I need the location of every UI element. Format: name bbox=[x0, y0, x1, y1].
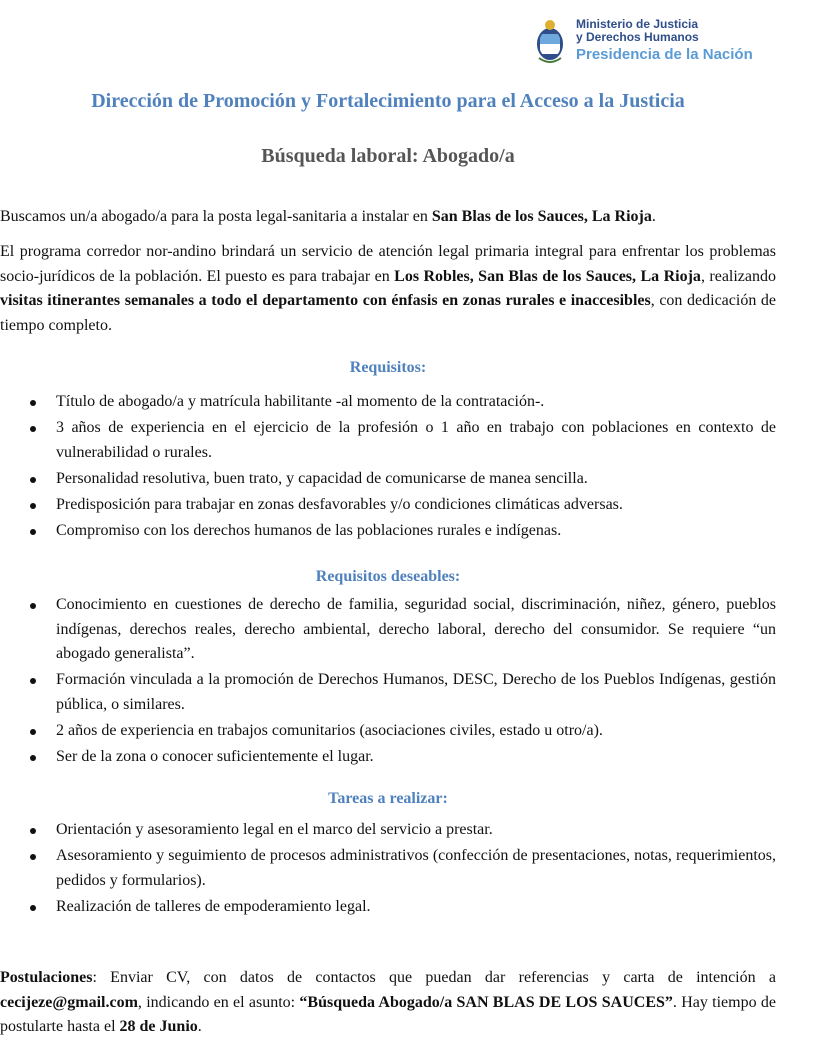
location-highlight: San Blas de los Sauces, La Rioja bbox=[431, 208, 652, 225]
deseables-list bbox=[0, 593, 776, 771]
list-item bbox=[0, 844, 776, 893]
list-item bbox=[0, 895, 776, 920]
list-item-text: 3 años de experiencia en el ejercicio de la profesión o 1 año en trabajo con poblaciones en contexto de vulnerabilidad o rurales. bbox=[56, 419, 776, 461]
list-item bbox=[0, 390, 776, 415]
workplace-highlight: Los Robles, San Blas de los Sauces, La Rioja bbox=[394, 267, 701, 285]
list-item bbox=[0, 593, 776, 667]
intro-text: . bbox=[651, 208, 656, 225]
bullet-icon bbox=[30, 529, 36, 535]
postulaciones-paragraph bbox=[0, 966, 776, 1040]
intro-text: El programa corredor nor-andino brindará un servicio de atención legal primaria integral para enfrentar los problemas socio-jurídicos de la población. El puesto es para trabajar en bbox=[0, 243, 776, 285]
list-item-text: Asesoramiento y seguimiento de procesos administrativos (confección de presentaciones, notas, requerimientos, pedidos y formularios). bbox=[56, 847, 776, 889]
bullet-icon bbox=[30, 854, 36, 860]
list-item-text: Realización de talleres de empoderamiento legal. bbox=[56, 897, 371, 915]
deadline-date: 28 de Junio bbox=[119, 1018, 198, 1035]
postulaciones-label: Postulaciones bbox=[0, 969, 93, 986]
list-item-text: Ser de la zona o conocer suficientemente el lugar. bbox=[56, 747, 374, 765]
job-title: Búsqueda laboral: Abogado/a bbox=[261, 145, 515, 167]
logo-ministry-line1: Ministerio de Justicia bbox=[576, 17, 699, 31]
list-item bbox=[0, 745, 776, 770]
ministry-logo bbox=[535, 14, 775, 66]
list-item bbox=[0, 416, 776, 465]
list-item bbox=[0, 467, 776, 492]
intro-text: , realizando bbox=[700, 267, 777, 285]
list-item bbox=[0, 493, 776, 518]
postulaciones-text: . bbox=[197, 1018, 202, 1035]
logo-ministry-line2: y Derechos Humanos bbox=[576, 30, 699, 44]
postulaciones-text: . Hay tiempo de postularte hasta el bbox=[0, 993, 776, 1035]
bullet-icon bbox=[30, 400, 36, 406]
department-title: Dirección de Promoción y Fortalecimiento para el Acceso a la Justicia bbox=[91, 90, 685, 112]
requisitos-heading: Requisitos: bbox=[349, 359, 427, 376]
bullet-icon bbox=[30, 905, 36, 911]
intro-paragraph-2 bbox=[0, 240, 776, 338]
list-item bbox=[0, 719, 776, 744]
list-item-text: 2 años de experiencia en trabajos comunitarios (asociaciones civiles, estado u otro/a). bbox=[56, 721, 603, 739]
bullet-icon bbox=[30, 729, 36, 735]
list-item bbox=[0, 519, 776, 544]
bullet-icon bbox=[30, 603, 36, 609]
postulaciones-text: , indicando en el asunto: bbox=[137, 993, 300, 1011]
logo-presidency: Presidencia de la Nación bbox=[576, 46, 753, 63]
visits-highlight: visitas itinerantes semanales a todo el departamento con énfasis en zonas rurales e inaccesibles bbox=[0, 292, 651, 309]
list-item bbox=[0, 668, 776, 717]
contact-email[interactable]: cecijeze@gmail.com bbox=[0, 993, 138, 1011]
list-item-text: Compromiso con los derechos humanos de las poblaciones rurales e indígenas. bbox=[56, 521, 562, 539]
bullet-icon bbox=[30, 678, 36, 684]
bullet-icon bbox=[30, 477, 36, 483]
list-item-text: Predisposición para trabajar en zonas desfavorables y/o condiciones climáticas adversas. bbox=[56, 495, 623, 513]
intro-text: Buscamos un/a abogado/a para la posta legal-sanitaria a instalar en bbox=[0, 208, 432, 225]
requisitos-list bbox=[0, 390, 776, 545]
postulaciones-text: : Enviar CV, con datos de contactos que puedan dar referencias y carta de intención a bbox=[92, 969, 776, 986]
bullet-icon bbox=[30, 828, 36, 834]
tareas-heading: Tareas a realizar: bbox=[328, 790, 448, 807]
deseables-heading: Requisitos deseables: bbox=[315, 568, 461, 585]
list-item-text: Personalidad resolutiva, buen trato, y capacidad de comunicarse de manea sencilla. bbox=[56, 469, 588, 487]
bullet-icon bbox=[30, 755, 36, 761]
list-item-text: Orientación y asesoramiento legal en el marco del servicio a prestar. bbox=[56, 821, 493, 838]
list-item-text: Conocimiento en cuestiones de derecho de familia, seguridad social, discriminación, niñez, género, pueblos indígenas, derechos reales, derecho ambiental, derecho laboral, derecho del consumidor. Se requiere “un abogado generalista”. bbox=[56, 596, 776, 662]
intro-paragraph-1 bbox=[0, 205, 776, 230]
list-item bbox=[0, 818, 776, 843]
email-subject: “Búsqueda Abogado/a SAN BLAS DE LOS SAUCES” bbox=[299, 993, 673, 1011]
national-coat-of-arms-icon bbox=[535, 14, 565, 66]
intro-text: , con dedicación de tiempo completo. bbox=[0, 292, 777, 334]
list-item-text: Formación vinculada a la promoción de Derechos Humanos, DESC, Derecho de los Pueblos Indígenas, gestión pública, o similares. bbox=[56, 671, 776, 713]
bullet-icon bbox=[30, 426, 36, 432]
list-item-text: Título de abogado/a y matrícula habilitante -al momento de la contratación-. bbox=[56, 393, 545, 410]
tareas-list bbox=[0, 818, 776, 921]
bullet-icon bbox=[30, 503, 36, 509]
